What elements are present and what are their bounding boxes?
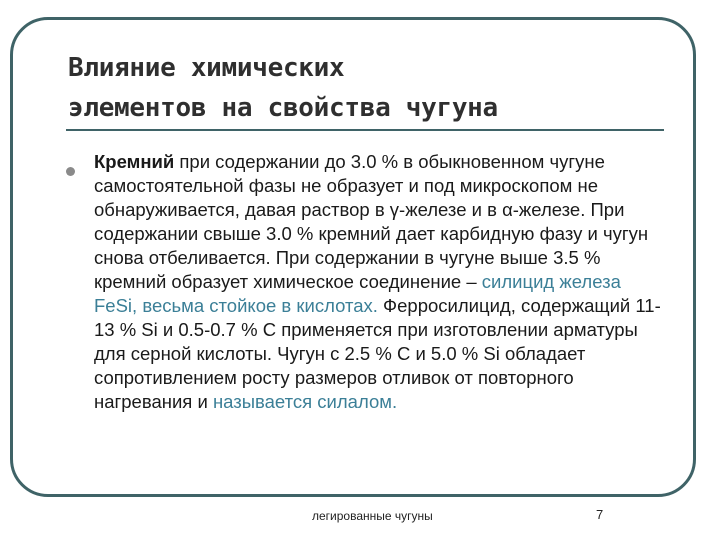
body-text-part-1: при содержании до 3.0 % в обыкновенном чугуне самостоятельной фазы не образует и под микроскопом не обнаруживается, давая раствор в γ-железе и в α-железе. При содержании свыше 3.0 % кремний дает карбидную фазу и чугун снова отбеливается. При содержании в чугуне выше 3.5 % кремний образует химическое соединение –: [94, 151, 649, 292]
title-line-1: Влияние химических: [68, 53, 345, 83]
title-divider: [66, 129, 664, 131]
title-line-2: элементов на свойства чугуна: [68, 93, 498, 123]
page-number: 7: [596, 507, 604, 522]
slide-title: [68, 48, 688, 128]
highlight-text-2: называется силалом.: [212, 391, 398, 412]
footer-caption: легированные чугуны: [312, 509, 433, 523]
body-paragraph: [94, 150, 664, 414]
bullet-icon: [66, 167, 75, 176]
body-text-part-2: Ферросилицид, содержащий 11-13 % Si и 0.5-0.7 % C применяется при изготовлении арматуры для серной кислоты. Чугун с 2.5 % C и 5.0 % Si обладает сопротивлением росту размеров отливок от повторного нагревания и: [94, 295, 661, 412]
highlight-text-1: силицид железа FeSi, весьма стойкое в кислотах.: [94, 271, 621, 316]
lead-term: Кремний: [94, 151, 175, 172]
